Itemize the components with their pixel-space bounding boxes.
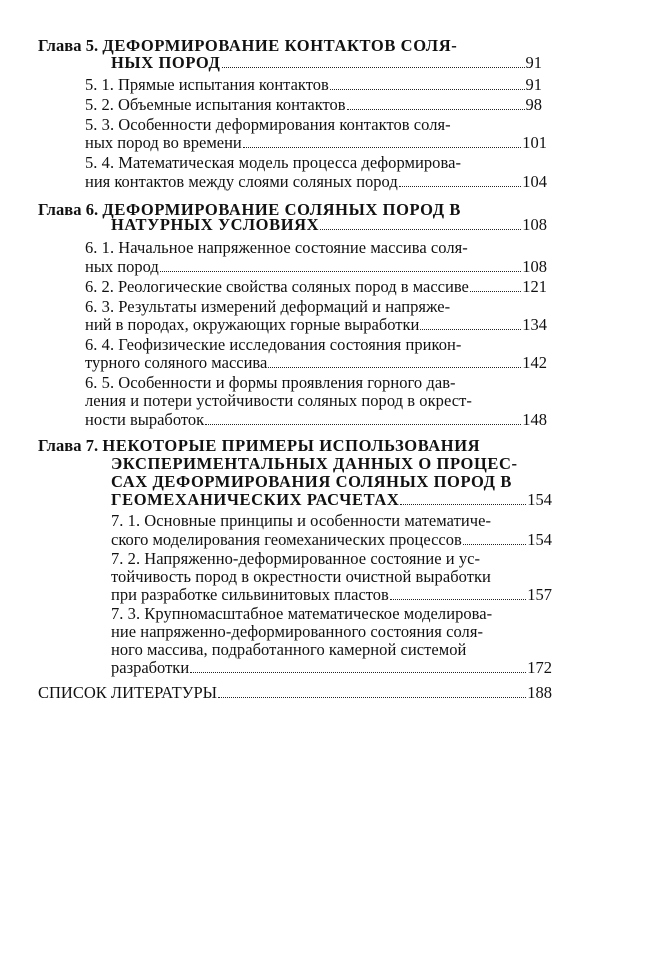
leader-dots xyxy=(399,173,522,187)
toc-entry-7-3-line-3: ного массива, подработанного камерной системой xyxy=(111,640,467,659)
leader-dots xyxy=(320,216,521,230)
toc-entry-6-2-page: 121 xyxy=(522,277,547,296)
toc-entry-7-3[interactable] xyxy=(111,658,552,678)
leader-dots xyxy=(347,96,525,110)
toc-entry-6-4[interactable] xyxy=(85,353,547,373)
bibliography-title: СПИСОК ЛИТЕРАТУРЫ xyxy=(38,683,218,702)
leader-dots xyxy=(400,491,526,505)
toc-entry-7-2[interactable] xyxy=(111,585,552,605)
toc-entry-6-4-line-2: турного соляного массива xyxy=(85,353,268,372)
bibliography-page: 188 xyxy=(527,683,552,702)
toc-entry-6-4-line-1: 6. 4. Геофизические исследования состояния прикон- xyxy=(85,335,462,354)
toc-entry-6-4-page: 142 xyxy=(522,353,547,372)
leader-dots xyxy=(470,278,521,292)
toc-entry-7-3-line-2: ние напряженно-деформированного состояния соля- xyxy=(111,622,484,641)
toc-entry-7-2-line-2: тойчивость пород в окрестности очистной выработки xyxy=(111,567,491,586)
toc-entry-7-2-page: 157 xyxy=(527,585,552,604)
leader-dots xyxy=(463,531,526,545)
chapter-7-title-line-1: НЕКОТОРЫЕ ПРИМЕРЫ ИСПОЛЬЗОВАНИЯ xyxy=(102,436,481,455)
toc-entry-6-5-line-1: 6. 5. Особенности и формы проявления горного дав- xyxy=(85,373,456,392)
leader-dots xyxy=(190,659,526,673)
toc-entry-5-1[interactable] xyxy=(85,75,542,95)
toc-entry-7-3-page: 172 xyxy=(527,658,552,677)
toc-entry-6-2-title: 6. 2. Реологические свойства соляных пород в массиве xyxy=(85,277,469,296)
leader-dots xyxy=(420,316,521,330)
chapter-7-page: 154 xyxy=(527,490,552,509)
toc-entry-6-5-line-2: ления и потери устойчивости соляных пород в окрест- xyxy=(85,391,472,410)
toc-entry-5-1-page: 91 xyxy=(525,75,542,94)
toc-entry-7-1-page: 154 xyxy=(527,530,552,549)
toc-entry-6-3[interactable] xyxy=(85,315,547,335)
toc-entry-5-3[interactable] xyxy=(85,133,547,153)
chapter-6-page: 108 xyxy=(522,215,547,234)
chapter-7-label: Глава 7. xyxy=(38,436,99,455)
leader-dots xyxy=(268,354,521,368)
toc-entry-5-4-line-2: ния контактов между слоями соляных пород xyxy=(85,172,398,191)
leader-dots xyxy=(243,134,521,148)
toc-entry-5-2-title: 5. 2. Объемные испытания контактов xyxy=(85,95,346,114)
leader-dots xyxy=(390,586,526,600)
toc-entry-7-1[interactable] xyxy=(111,530,552,550)
leader-dots xyxy=(205,411,521,425)
toc-entry-6-3-line-2: ний в породах, окружающих горные выработки xyxy=(85,315,420,334)
toc-entry-5-3-line-1: 5. 3. Особенности деформирования контактов соля- xyxy=(85,115,451,134)
toc-entry-6-1-line-1: 6. 1. Начальное напряженное состояние массива соля- xyxy=(85,238,468,257)
toc-entry-6-3-line-1: 6. 3. Результаты измерений деформаций и напряже- xyxy=(85,297,451,316)
chapter-7-title-line-3: САХ ДЕФОРМИРОВАНИЯ СОЛЯНЫХ ПОРОД В xyxy=(111,472,512,491)
toc-entry-7-3-line-1: 7. 3. Крупномасштабное математическое моделирова- xyxy=(111,604,493,623)
toc-entry-6-5[interactable] xyxy=(85,410,547,430)
toc-entry-5-4-line-1: 5. 4. Математическая модель процесса деформирова- xyxy=(85,153,462,172)
toc-entry-7-1-line-2: ского моделирования геомеханических процессов xyxy=(111,530,462,549)
toc-entry-7-2-line-3: при разработке сильвинитовых пластов xyxy=(111,585,389,604)
toc-entry-6-1-line-2: ных пород xyxy=(85,257,159,276)
leader-dots xyxy=(160,258,521,272)
chapter-7-title-line-2: ЭКСПЕРИМЕНТАЛЬНЫХ ДАННЫХ О ПРОЦЕС- xyxy=(111,454,518,473)
toc-entry-6-3-page: 134 xyxy=(522,315,547,334)
toc-entry-6-2[interactable] xyxy=(85,277,547,297)
chapter-5-page: 91 xyxy=(525,53,542,72)
chapter-6-heading-line-2[interactable] xyxy=(111,215,547,235)
chapter-6-title-line-2: НАТУРНЫХ УСЛОВИЯХ xyxy=(111,215,320,234)
chapter-7-heading-line-4[interactable] xyxy=(111,490,552,510)
leader-dots xyxy=(330,76,525,90)
chapter-6-title-line-1: ДЕФОРМИРОВАНИЕ СОЛЯНЫХ ПОРОД В xyxy=(102,200,462,219)
leader-dots xyxy=(222,54,525,68)
toc-entry-7-2-line-1: 7. 2. Напряженно-деформированное состояние и ус- xyxy=(111,549,481,568)
toc-entry-5-2[interactable] xyxy=(85,95,542,115)
chapter-5-title-line-2: НЫХ ПОРОД xyxy=(111,53,221,72)
toc-entry-6-5-page: 148 xyxy=(522,410,547,429)
leader-dots xyxy=(218,684,526,698)
toc-entry-6-1-page: 108 xyxy=(522,257,547,276)
toc-entry-bibliography[interactable] xyxy=(38,683,552,703)
chapter-5-title-line-1: ДЕФОРМИРОВАНИЕ КОНТАКТОВ СОЛЯ- xyxy=(102,36,458,55)
toc-entry-5-4[interactable] xyxy=(85,172,547,192)
toc-entry-7-3-line-4: разработки xyxy=(111,658,190,677)
toc-entry-5-1-title: 5. 1. Прямые испытания контактов xyxy=(85,75,329,94)
toc-entry-6-5-line-3: ности выработок xyxy=(85,410,205,429)
toc-entry-5-3-page: 101 xyxy=(522,133,547,152)
toc-entry-5-2-page: 98 xyxy=(525,95,542,114)
chapter-5-label: Глава 5. xyxy=(38,36,99,55)
chapter-5-heading-line-2[interactable] xyxy=(111,53,542,73)
toc-entry-6-1[interactable] xyxy=(85,257,547,277)
toc-entry-5-3-line-2: ных пород во времени xyxy=(85,133,242,152)
toc-entry-7-1-line-1: 7. 1. Основные принципы и особенности математиче- xyxy=(111,511,492,530)
chapter-7-heading-line-1 xyxy=(38,436,480,456)
toc-entry-5-4-page: 104 xyxy=(522,172,547,191)
chapter-6-label: Глава 6. xyxy=(38,200,99,219)
chapter-7-title-line-4: ГЕОМЕХАНИЧЕСКИХ РАСЧЕТАХ xyxy=(111,490,400,509)
